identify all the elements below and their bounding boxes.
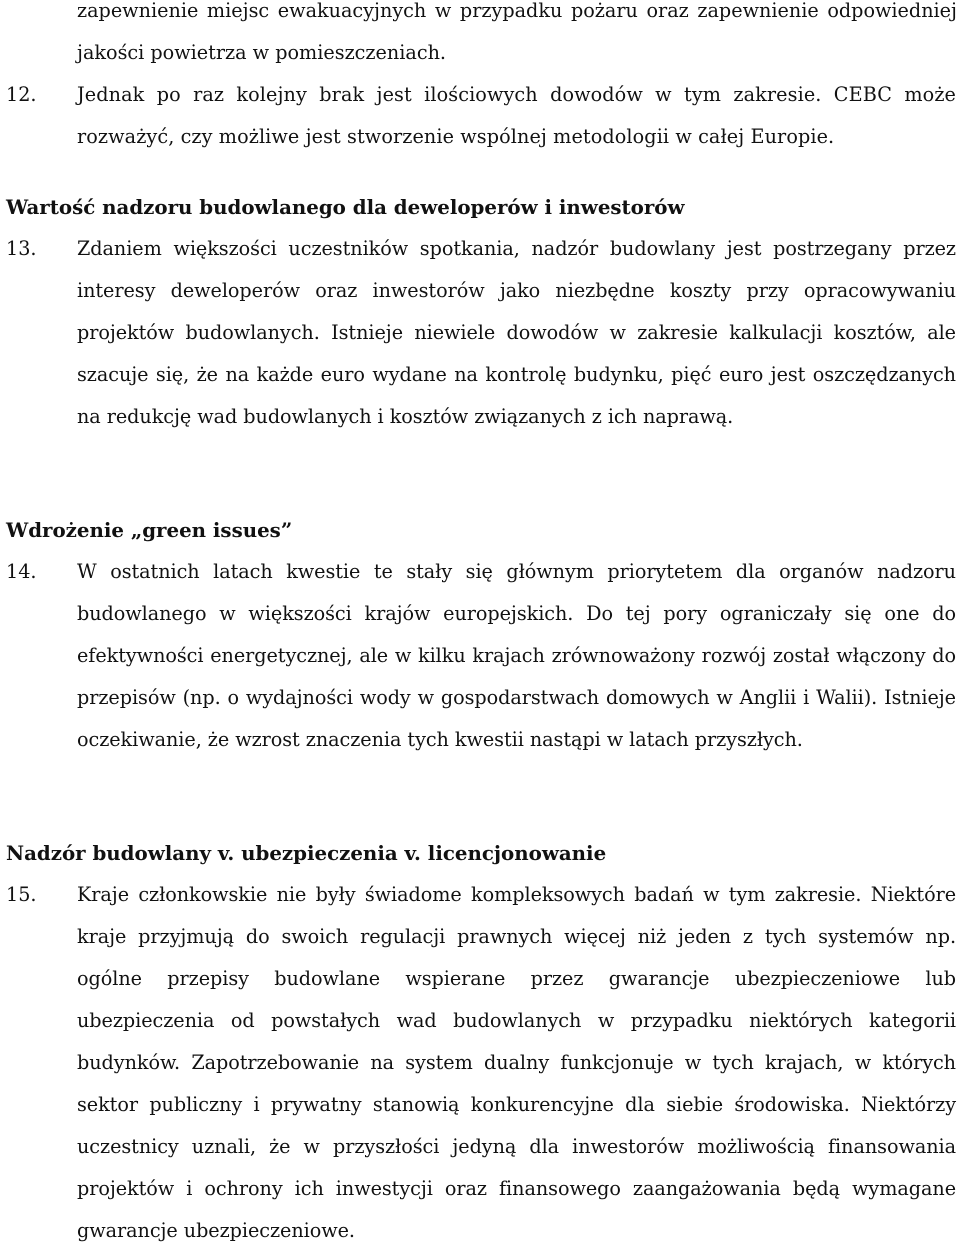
section-heading-supervision-insurance: Nadzór budowlany v. ubezpieczenia v. licencjonowanie — [6, 841, 607, 865]
paragraph-12 — [6, 74, 956, 158]
paragraph-text: Kraje członkowskie nie były świadome kompleksowych badań w tym zakresie. Niektóre kraje przyjmują do swoich regulacji prawnych więcej niż jeden z tych systemów np. ogólne przepisy budowlane wspierane przez gwarancje ubezpieczeniowe lub ubezpieczenia od powstałych wad budowlanych w przypadku niektórych kategorii budynków. Zapotrzebowanie na system dualny funkcjonuje w tych krajach, w których sektor publiczny i prywatny stanowią konkurencyjne dla siebie środowiska. Niektórzy uczestnicy uznali, że w przyszłości jedyną dla inwestorów możliwością finansowania projektów i ochrony ich inwestycji oraz finansowego zaangażowania będą wymagane gwarancje ubezpieczeniowe. — [77, 883, 956, 1242]
paragraph-13 — [6, 228, 956, 438]
paragraph-text: Zdaniem większości uczestników spotkania, nadzór budowlany jest postrzegany przez interesy deweloperów oraz inwestorów jako niezbędne koszty przy opracowywaniu projektów budowlanych. Istnieje niewiele dowodów w zakresie kalkulacji kosztów, ale szacuje się, że na każde euro wydane na kontrolę budynku, pięć euro jest oszczędzanych na redukcję wad budowlanych i kosztów związanych z ich naprawą. — [77, 237, 956, 428]
intro-paragraph: zapewnienie miejsc ewakuacyjnych w przypadku pożaru oraz zapewnienie odpowiedniej jakości powietrza w pomieszczeniach. — [77, 0, 957, 64]
paragraph-text: Jednak po raz kolejny brak jest ilościowych dowodów w tym zakresie. CEBC może rozważyć, czy możliwe jest stworzenie wspólnej metodologii w całej Europie. — [77, 83, 956, 148]
paragraph-number: 12. — [6, 83, 37, 106]
paragraph-number: 15. — [6, 883, 37, 906]
section-heading-developer-value: Wartość nadzoru budowlanego dla deweloperów i inwestorów — [6, 195, 685, 219]
paragraph-number: 13. — [6, 237, 37, 260]
paragraph-15 — [6, 874, 956, 1252]
paragraph-14 — [6, 551, 956, 761]
paragraph-number: 14. — [6, 560, 37, 583]
section-heading-green-issues: Wdrożenie „green issues” — [6, 518, 293, 542]
paragraph-text: W ostatnich latach kwestie te stały się głównym priorytetem dla organów nadzoru budowlanego w większości krajów europejskich. Do tej pory ograniczały się one do efektywności energetycznej, ale w kilku krajach zrównoważony rozwój został włączony do przepisów (np. o wydajności wody w gospodarstwach domowych w Anglii i Walii). Istnieje oczekiwanie, że wzrost znaczenia tych kwestii nastąpi w latach przyszłych. — [77, 560, 956, 751]
